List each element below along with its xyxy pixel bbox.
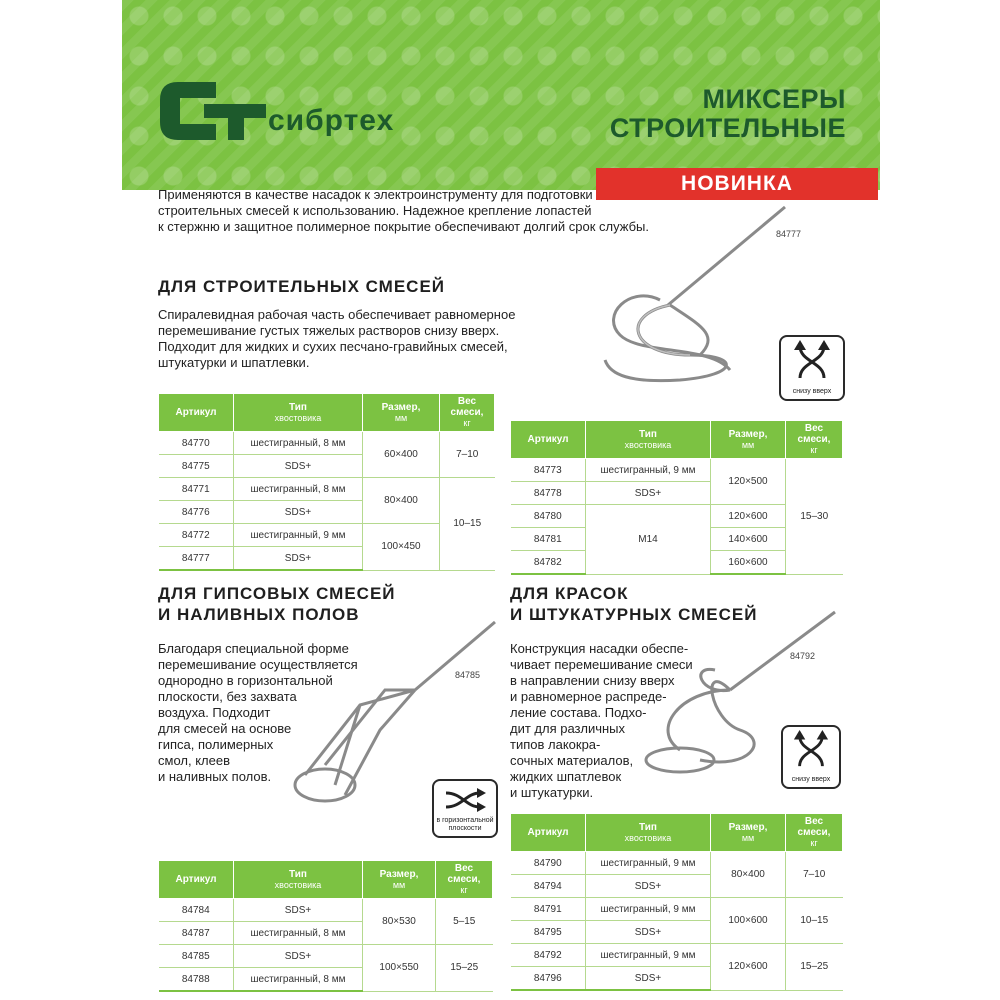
table-row bbox=[511, 852, 843, 875]
table-row bbox=[511, 898, 843, 921]
table-cell: 84785 bbox=[159, 945, 234, 968]
col-shank: Тип хвостовика bbox=[586, 421, 711, 459]
intro-line: строительных смесей к использованию. Надежное крепление лопастей bbox=[158, 203, 592, 218]
table-cell: шестигранный, 8 мм bbox=[234, 478, 363, 501]
table-cell: шестигранный, 9 мм bbox=[586, 944, 711, 967]
table-cell: 84795 bbox=[511, 921, 586, 944]
col-article: Артикул bbox=[159, 861, 234, 899]
table-cell: 84787 bbox=[159, 922, 234, 945]
table-cell: шестигранный, 8 мм bbox=[234, 922, 363, 945]
table-cell: 84780 bbox=[511, 505, 586, 528]
intro-line: Применяются в качестве насадок к электроинструменту для подготовки bbox=[158, 187, 593, 202]
image-code-label: 84792 bbox=[790, 651, 816, 661]
table-cell: 160×600 bbox=[711, 551, 786, 575]
table-cell: шестигранный, 9 мм bbox=[586, 898, 711, 921]
bottom-up-mix-icon-box bbox=[781, 725, 841, 789]
table-cell: 80×400 bbox=[363, 478, 440, 524]
section2-line: для смесей на основе bbox=[158, 721, 292, 736]
page-title-line1: МИКСЕРЫ bbox=[702, 84, 846, 114]
col-weight: Вес смеси, кг bbox=[440, 394, 495, 432]
section1-text bbox=[158, 307, 558, 371]
brand-logo-icon bbox=[158, 80, 268, 142]
section3-line: чивает перемешивание смеси bbox=[510, 657, 693, 672]
table-cell: 84792 bbox=[511, 944, 586, 967]
section1-line: штукатурки и шпатлевки. bbox=[158, 355, 310, 370]
table-cell: 84790 bbox=[511, 852, 586, 875]
table-cell: 84788 bbox=[159, 968, 234, 992]
section2-line: смол, клеев bbox=[158, 753, 230, 768]
table-cell: 80×530 bbox=[363, 899, 436, 945]
table-cell: 100×450 bbox=[363, 524, 440, 571]
icon-caption: в горизонтальной плоскости bbox=[436, 817, 494, 832]
table-cell: 15–30 bbox=[786, 459, 843, 575]
table-row bbox=[159, 432, 495, 455]
table-cell: SDS+ bbox=[586, 967, 711, 991]
section2-line: однородно в горизонтальной bbox=[158, 673, 333, 688]
table-cell: 10–15 bbox=[786, 898, 843, 944]
table-cell: 84791 bbox=[511, 898, 586, 921]
icon-caption: снизу вверх bbox=[792, 388, 832, 395]
section3-line: типов лакокра- bbox=[510, 737, 601, 752]
table-cell: 60×400 bbox=[363, 432, 440, 478]
col-size: Размер, мм bbox=[363, 861, 436, 899]
table-cell: 7–10 bbox=[440, 432, 495, 478]
table-row bbox=[511, 944, 843, 967]
table-cell: шестигранный, 8 мм bbox=[234, 432, 363, 455]
section3-line: и штукатурки. bbox=[510, 785, 594, 800]
bottom-up-arrows-icon bbox=[792, 340, 832, 382]
table-cell: 15–25 bbox=[436, 945, 493, 992]
section2-heading-line: И НАЛИВНЫХ ПОЛОВ bbox=[158, 605, 360, 624]
page-title-line2: СТРОИТЕЛЬНЫЕ bbox=[609, 113, 846, 143]
table-cell: шестигранный, 9 мм bbox=[586, 459, 711, 482]
intro-line: к стержню и защитное полимерное покрытие обеспечивают долгий срок службы. bbox=[158, 219, 649, 234]
table-cell: 84771 bbox=[159, 478, 234, 501]
col-size: Размер, мм bbox=[363, 394, 440, 432]
table-cell: 80×400 bbox=[711, 852, 786, 898]
col-size: Размер, мм bbox=[711, 421, 786, 459]
brand-name: сибртех bbox=[268, 104, 395, 137]
section2-heading bbox=[158, 583, 396, 625]
header-banner bbox=[122, 0, 880, 190]
col-shank: Тип хвостовика bbox=[234, 394, 363, 432]
section2-line: и наливных полов. bbox=[158, 769, 272, 784]
col-article: Артикул bbox=[511, 421, 586, 459]
horizontal-arrows-icon bbox=[444, 787, 486, 813]
section3-line: жидких шпатлевок bbox=[510, 769, 622, 784]
table-row bbox=[159, 478, 495, 501]
table-cell: 84794 bbox=[511, 875, 586, 898]
icon-caption: снизу вверх bbox=[791, 776, 831, 783]
section2-line: Благодаря специальной форме bbox=[158, 641, 349, 656]
new-badge: НОВИНКА bbox=[596, 168, 878, 200]
section1-line: перемешивание густых тяжелых растворов снизу вверх. bbox=[158, 323, 500, 338]
table-cell: SDS+ bbox=[234, 547, 363, 571]
table-cell: SDS+ bbox=[234, 899, 363, 922]
section3-line: в направлении снизу вверх bbox=[510, 673, 675, 688]
table-construction-mixers bbox=[158, 393, 495, 571]
table-cell: 84781 bbox=[511, 528, 586, 551]
table-cell: 7–10 bbox=[786, 852, 843, 898]
table-cell: 120×600 bbox=[711, 944, 786, 991]
table-cell: M14 bbox=[586, 505, 711, 575]
table-cell: 5–15 bbox=[436, 899, 493, 945]
table-cell: шестигранный, 9 мм bbox=[234, 524, 363, 547]
col-article: Артикул bbox=[159, 394, 234, 432]
section3-line: и равномерное распреде- bbox=[510, 689, 667, 704]
col-weight: Вес смеси, кг bbox=[786, 814, 843, 852]
section2-line: воздуха. Подходит bbox=[158, 705, 271, 720]
table-row bbox=[511, 459, 843, 482]
col-shank: Тип хвостовика bbox=[234, 861, 363, 899]
table-cell: 84770 bbox=[159, 432, 234, 455]
col-weight: Вес смеси, кг bbox=[436, 861, 493, 899]
table-cell: 84776 bbox=[159, 501, 234, 524]
section3-line: сочных материалов, bbox=[510, 753, 634, 768]
table-cell: 84777 bbox=[159, 547, 234, 571]
col-article: Артикул bbox=[511, 814, 586, 852]
table-cell: 15–25 bbox=[786, 944, 843, 991]
table-cell: 84796 bbox=[511, 967, 586, 991]
section2-line: плоскости, без захвата bbox=[158, 689, 297, 704]
table-cell: SDS+ bbox=[234, 455, 363, 478]
section3-heading-line: ДЛЯ КРАСОК bbox=[510, 584, 629, 603]
section3-line: ление состава. Подхо- bbox=[510, 705, 647, 720]
table-cell: шестигранный, 9 мм bbox=[586, 852, 711, 875]
section1-line: Подходит для жидких и сухих песчано-гравийных смесей, bbox=[158, 339, 508, 354]
table-cell: 84772 bbox=[159, 524, 234, 547]
section1-heading: ДЛЯ СТРОИТЕЛЬНЫХ СМЕСЕЙ bbox=[158, 277, 446, 296]
table-gypsum-mixers bbox=[158, 860, 493, 992]
table-cell: 100×550 bbox=[363, 945, 436, 992]
bottom-up-arrows-icon bbox=[792, 730, 830, 770]
section3-line: Конструкция насадки обеспе- bbox=[510, 641, 689, 656]
table-cell: 120×500 bbox=[711, 459, 786, 505]
table-construction-mixers-large bbox=[510, 420, 843, 575]
table-cell: SDS+ bbox=[234, 501, 363, 524]
table-cell: 140×600 bbox=[711, 528, 786, 551]
table-row bbox=[159, 945, 493, 968]
table-paint-mixers bbox=[510, 813, 843, 991]
section2-line: гипса, полимерных bbox=[158, 737, 274, 752]
section2-line: перемешивание осуществляется bbox=[158, 657, 358, 672]
table-cell: шестигранный, 8 мм bbox=[234, 968, 363, 992]
table-cell: 10–15 bbox=[440, 478, 495, 571]
col-size: Размер, мм bbox=[711, 814, 786, 852]
table-cell: 84784 bbox=[159, 899, 234, 922]
table-cell: 84773 bbox=[511, 459, 586, 482]
table-cell: 84775 bbox=[159, 455, 234, 478]
table-cell: SDS+ bbox=[586, 482, 711, 505]
table-row bbox=[159, 899, 493, 922]
spiral-mixer-image bbox=[590, 205, 790, 405]
horizontal-mix-icon-box bbox=[432, 779, 498, 838]
bottom-up-mix-icon-box bbox=[779, 335, 845, 401]
section1-line: Спиралевидная рабочая часть обеспечивает равномерное bbox=[158, 307, 516, 322]
table-cell: 120×600 bbox=[711, 505, 786, 528]
col-weight: Вес смеси, кг bbox=[786, 421, 843, 459]
table-cell: SDS+ bbox=[586, 875, 711, 898]
section3-heading-line: И ШТУКАТУРНЫХ СМЕСЕЙ bbox=[510, 605, 758, 624]
image-code-label: 84785 bbox=[455, 670, 481, 680]
section3-line: дит для различных bbox=[510, 721, 626, 736]
col-shank: Тип хвостовика bbox=[586, 814, 711, 852]
table-cell: 100×600 bbox=[711, 898, 786, 944]
table-cell: SDS+ bbox=[234, 945, 363, 968]
image-code-label: 84777 bbox=[776, 229, 802, 239]
section2-heading-line: ДЛЯ ГИПСОВЫХ СМЕСЕЙ bbox=[158, 584, 396, 603]
table-cell: 84782 bbox=[511, 551, 586, 575]
table-cell: SDS+ bbox=[586, 921, 711, 944]
table-cell: 84778 bbox=[511, 482, 586, 505]
